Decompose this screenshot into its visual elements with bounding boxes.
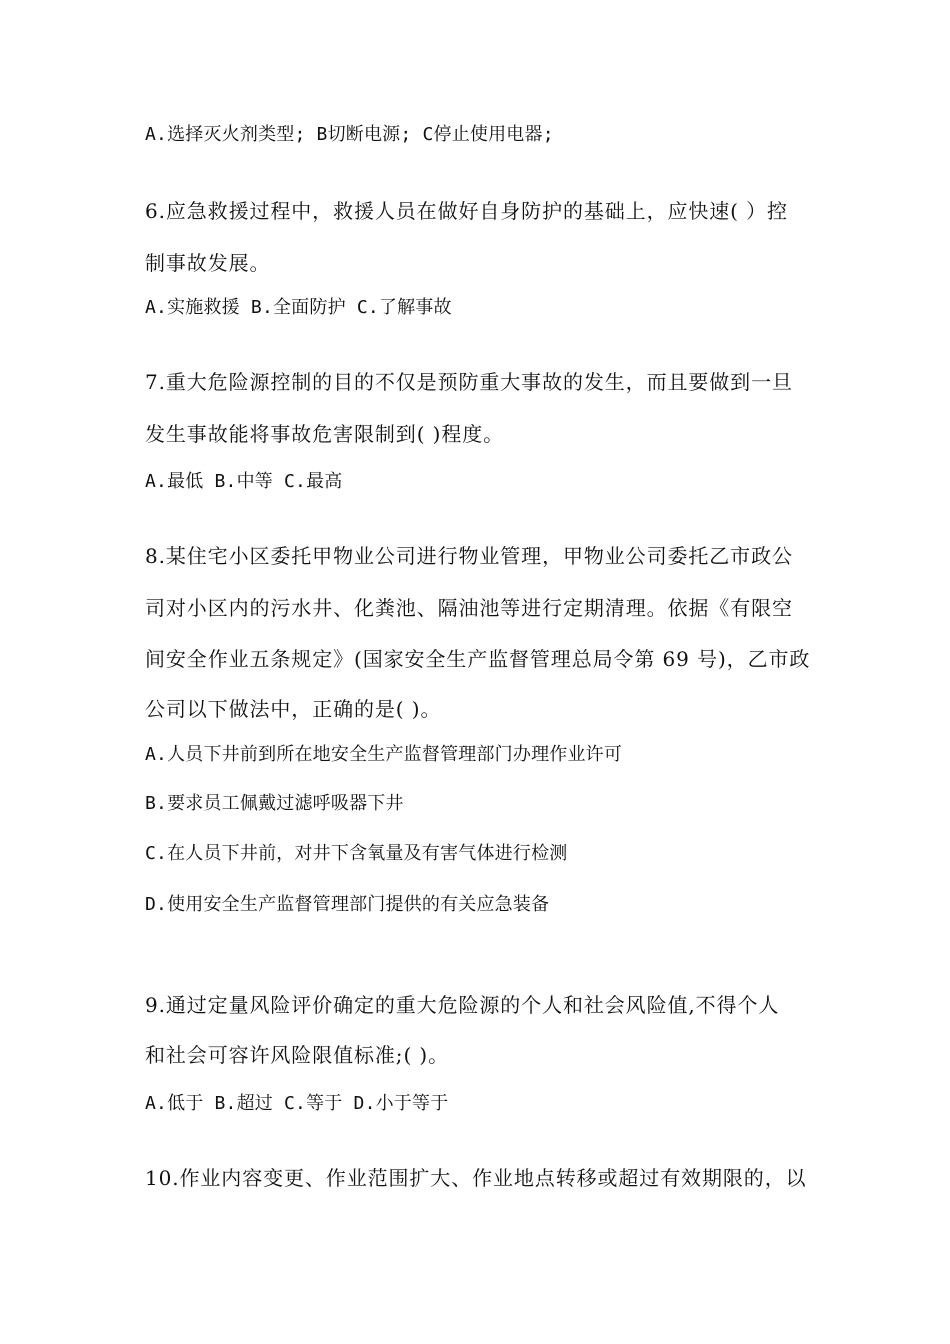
q8-line-4: 公司以下做法中，正确的是( )。 [145, 697, 442, 721]
q7-line-1: 7.重大危险源控制的目的不仅是预防重大事故的发生，而且要做到一旦 [145, 370, 793, 394]
q9-options: A.低于 B.超过 C.等于 D.小于等于 [145, 1093, 449, 1114]
q7-options: A.最低 B.中等 C.最高 [145, 471, 343, 492]
q10-line-1: 10.作业内容变更、作业范围扩大、作业地点转移或超过有效期限的，以 [145, 1166, 807, 1190]
q6-line-1: 6.应急救援过程中，救援人员在做好自身防护的基础上，应快速( ）控 [145, 199, 788, 223]
q8-line-3: 间安全作业五条规定》(国家安全生产监督管理总局令第 69 号)，乙市政 [145, 647, 811, 671]
q8-line-2: 司对小区内的污水井、化粪池、隔油池等进行定期清理。依据《有限空 [145, 596, 793, 620]
q8-option-d: D.使用安全生产监督管理部门提供的有关应急装备 [145, 894, 550, 915]
q7-line-2: 发生事故能将事故危害限制到( )程度。 [145, 422, 505, 446]
q8-option-c: C.在人员下井前，对井下含氧量及有害气体进行检测 [145, 843, 568, 864]
q9-line-1: 9.通过定量风险评价确定的重大危险源的个人和社会风险值,不得个人 [145, 993, 780, 1017]
q8-line-1: 8.某住宅小区委托甲物业公司进行物业管理，甲物业公司委托乙市政公 [145, 544, 793, 568]
q6-line-2: 制事故发展。 [145, 251, 271, 275]
q9-line-2: 和社会可容许风险限值标准;( )。 [145, 1043, 450, 1067]
q8-option-b: B.要求员工佩戴过滤呼吸器下井 [145, 793, 404, 814]
q5-options: A.选择灭火剂类型; B切断电源; C停止使用电器; [145, 124, 554, 145]
q6-options: A.实施救援 B.全面防护 C.了解事故 [145, 297, 452, 318]
q8-option-a: A.人员下井前到所在地安全生产监督管理部门办理作业许可 [145, 744, 623, 765]
